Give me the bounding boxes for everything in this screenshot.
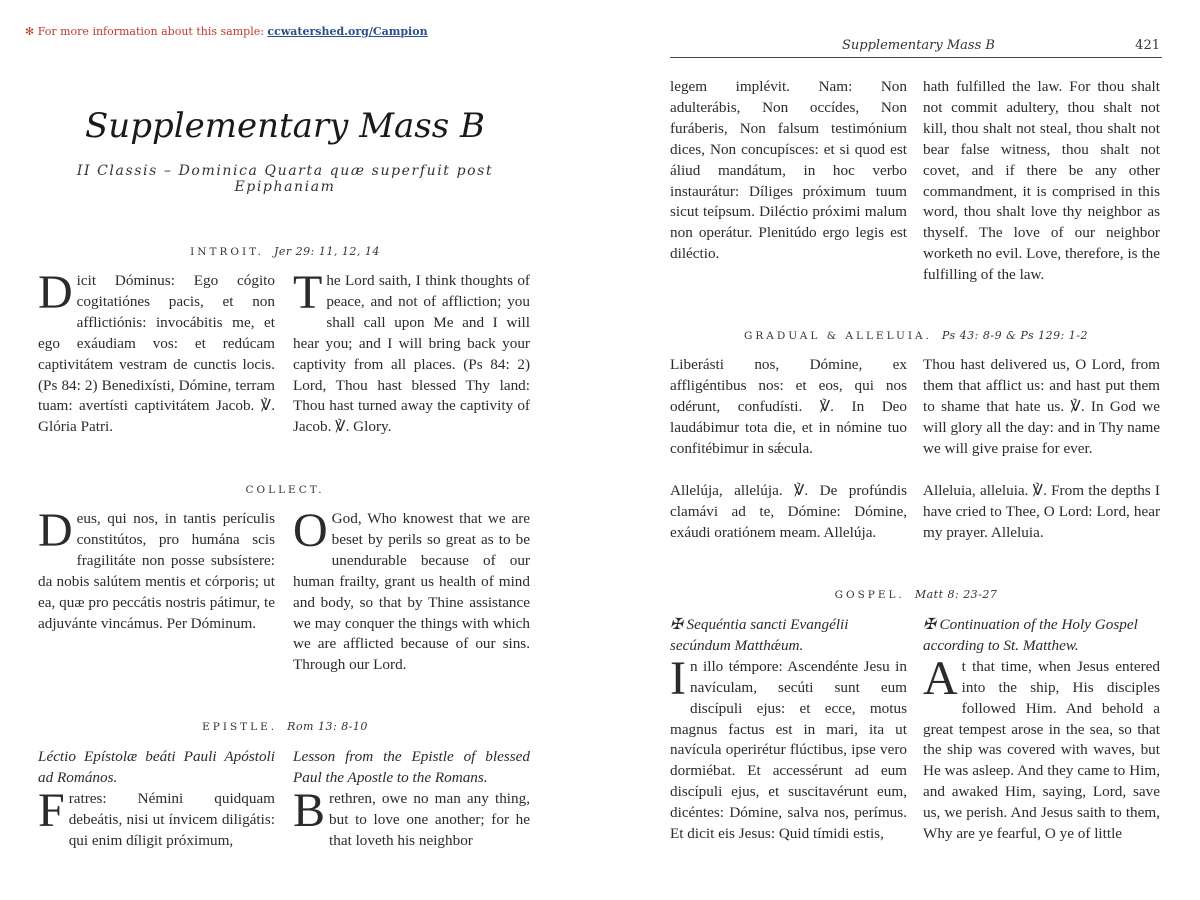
collect-english — [293, 504, 530, 676]
introit-reference: Jer 29: 11, 12, 14 — [273, 245, 380, 258]
sample-info-note — [25, 25, 428, 38]
collect-english-dropcap: O — [293, 504, 328, 557]
epistle-english — [293, 747, 530, 852]
introit-label: INTROIT. — [190, 246, 264, 258]
sample-info-link[interactable]: ccwatershed.org/Campion — [267, 25, 428, 38]
epistle-english-heading: Lesson from the Epistle of blessed Paul the Apostle to the Romans. — [293, 748, 530, 786]
epistle-continued-latin-text: legem implévit. Nam: Non adulterábis, Non occídes, Non furáberis, Non falsum testimónium dices, Non concupísces: et si quod est áliud mandátum, in hoc verbo instaurátur: Díliges próximum tuum sicut teípsum. Diléctio próximi malum non operátur. Plenitúdo ergo legis est diléctio. — [670, 78, 907, 263]
epistle-english-text: rethren, owe no man any thing, but to love one another; for he that loveth his neighbor — [329, 789, 530, 849]
epistle-latin-text: ratres: Némini quidquam debeátis, nisi ut ínvicem diligátis: qui enim díligit próximum, — [68, 789, 275, 849]
introit-latin — [38, 266, 275, 438]
introit-latin-dropcap: D — [38, 266, 73, 319]
collect-latin — [38, 504, 275, 634]
epistle-continued-latin — [670, 77, 907, 265]
epistle-continued-english-text: hath fulfilled the law. For thou shalt not commit adultery, thou shalt not kill, thou shalt not steal, thou shalt not bear false witness, thou shalt not covet, and if there be any other commandment, it is comprised in this word, thou shalt love thy neighbor as thyself. The love of our neighbor worketh no evil. Love, therefore, is the fulfilling of the law. — [923, 78, 1160, 284]
introit-latin-text: icit Dóminus: Ego cógito cogitatiónes pacis, et non afflictiónis: invocábitis me, et ego exáudiam vos: et redúcam captivitátem vestram de cunctis locis. (Ps 84: 2) Benedixísti, Dómine, terram tuam: avertísti captivitátem Jacob. ℣. Glória Patri. — [38, 272, 275, 436]
running-header — [670, 37, 1162, 58]
gospel-latin — [670, 615, 907, 845]
introit-heading — [38, 245, 532, 258]
gospel-label: GOSPEL. — [834, 589, 905, 601]
introit-english-text: he Lord saith, I think thoughts of peace, and not of affliction; you shall call upon Me and I will hear you; and I will bring back your captivity from all places. (Ps 84: 2) Lord, Thou hast blessed Thy land: Thou hast turned away the captivity of Jacob. ℣. Glory. — [293, 272, 530, 436]
epistle-latin-dropcap: F — [38, 783, 65, 837]
epistle-label: EPISTLE. — [202, 721, 278, 733]
epistle-latin — [38, 747, 275, 852]
page-subtitle: II Classis – Dominica Quarta quæ superfuit post Epiphaniam — [76, 163, 494, 195]
page-number: 421 — [1135, 38, 1160, 53]
gradual-latin-text: Liberásti nos, Dómine, ex affligéntibus nos: et eos, qui nos odérunt, confudísti. ℣. In Deo laudábimur tota die, et in nómine tuo confitébimur in sǽcula. — [670, 356, 907, 457]
epistle-heading — [38, 720, 532, 733]
gradual-reference: Ps 43: 8-9 & Ps 129: 1-2 — [941, 329, 1089, 342]
gradual-latin — [670, 355, 907, 460]
gospel-heading — [670, 588, 1162, 601]
alleluia-english-text: Alleluia, alleluia. ℣. From the depths I have cried to Thee, O Lord: Lord, hear my prayer. Alleluia. — [923, 482, 1160, 541]
epistle-continued-english — [923, 77, 1160, 286]
collect-label: COLLECT. — [245, 484, 325, 496]
gradual-english-text: Thou hast delivered us, O Lord, from them that afflict us: and hast put them to shame that hate us. ℣. In God we will glory all the day: and in Thy name we will give praise for ever. — [923, 356, 1160, 457]
collect-english-text: God, Who knowest that we are beset by perils so great as to be unendurable because of our human frailty, grant us health of mind and body, so that by Thine assistance we may conquer the things with which we are afflicted because of our sins. Through our Lord. — [293, 510, 530, 674]
alleluia-latin-text: Allelúja, allelúja. ℣. De profúndis clamávi ad te, Dómine: Dómine, exáudi oratiónem meam. Allelúja. — [670, 482, 907, 541]
gospel-reference: Matt 8: 23-27 — [914, 588, 998, 601]
gospel-english-heading: ✠ Continuation of the Holy Gospel according to St. Matthew. — [923, 616, 1138, 654]
gradual-heading — [670, 329, 1162, 342]
gospel-latin-heading: ✠ Sequéntia sancti Evangélii secúndum Matthǽum. — [670, 616, 849, 654]
sample-info-text: ✻ For more information about this sample: — [25, 25, 268, 38]
page-title: Supplementary Mass B — [85, 106, 485, 146]
alleluia-latin — [670, 481, 907, 544]
introit-english — [293, 266, 530, 438]
epistle-english-dropcap: B — [293, 783, 326, 837]
epistle-latin-heading: Léctio Epístolæ beáti Pauli Apóstoli ad Romános. — [38, 748, 275, 786]
introit-english-dropcap: T — [293, 266, 323, 319]
gospel-english-dropcap: A — [923, 651, 958, 705]
gradual-english — [923, 355, 1160, 460]
gospel-english-text: t that time, when Jesus entered into the ship, His disciples followed Him. And behold a great tempest arose in the sea, so that the ship was covered with waves, but He was asleep. And they came to Him, and awaked Him, saying, Lord, save us, we perish. And Jesus saith to them, Why are ye fearful, O ye of little — [923, 657, 1160, 843]
gradual-label: GRADUAL & ALLELUIA. — [743, 330, 932, 342]
collect-latin-text: eus, qui nos, in tantis perículis constitútos, pro humána scis fragilitáte non posse subsístere: da nobis salútem mentis et córporis; ut ea, quæ pro peccátis nostris pátimur, te adjuvánte vincámus. Per Dóminum. — [38, 510, 275, 632]
collect-latin-dropcap: D — [38, 504, 73, 557]
gospel-latin-text: n illo témpore: Ascendénte Jesu in navículam, secúti sunt eum discípuli ejus: et ecce, motus magnus factus est in mari, ita ut navícula operirétur flúctibus, ipse vero dormiébat. Et accessérunt ad eum discípuli ejus, et suscitavérunt eum, dicéntes: Dómine, salva nos, perímus. Et dicit eis Jesus: Quid tímidi estis, — [670, 657, 907, 843]
collect-heading — [38, 484, 532, 496]
running-title: Supplementary Mass B — [842, 38, 995, 53]
epistle-reference: Rom 13: 8-10 — [287, 720, 368, 733]
alleluia-english — [923, 481, 1160, 544]
gospel-english — [923, 615, 1160, 845]
gospel-latin-dropcap: I — [670, 651, 686, 705]
